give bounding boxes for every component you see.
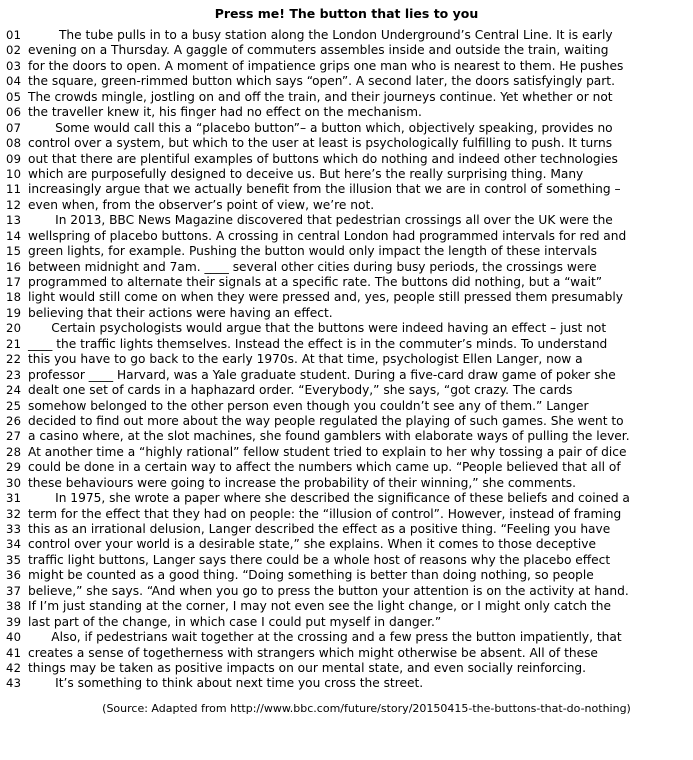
line-number: 20	[6, 321, 22, 336]
text-line	[6, 198, 687, 213]
line-number: 29	[6, 460, 22, 475]
line-text: the square, green-rimmed button which says “open”. A second later, the doors satisfyingly part.	[28, 74, 615, 89]
line-number: 31	[6, 491, 22, 506]
line-number: 06	[6, 105, 22, 120]
line-number: 37	[6, 583, 22, 598]
line-text: In 1975, she wrote a paper where she described the significance of these beliefs and coined a	[28, 491, 630, 506]
line-number: 27	[6, 429, 22, 444]
line-text: light would still come on when they were pressed and, yes, people still pressed them presumably	[28, 290, 623, 305]
text-line	[6, 136, 687, 151]
source-attribution: (Source: Adapted from http://www.bbc.com/future/story/20150415-the-buttons-that-do-nothing)	[102, 701, 631, 715]
line-number: 33	[6, 522, 22, 536]
text-line	[6, 584, 687, 599]
line-number: 15	[6, 244, 22, 259]
line-number: 43	[6, 676, 22, 691]
line-number: 36	[6, 568, 22, 583]
line-number: 28	[6, 444, 22, 459]
line-text: things may be taken as positive impacts on our mental state, and even socially reinforcing.	[28, 660, 587, 675]
text-line	[6, 553, 687, 568]
text-line	[6, 121, 687, 136]
line-text: even when, from the observer’s point of view, we’re not.	[28, 197, 375, 212]
line-text: ____ the traffic lights themselves. Instead the effect is in the commuter’s minds. To understand	[28, 336, 608, 351]
text-line	[6, 74, 687, 89]
text-line	[6, 90, 687, 105]
line-number: 24	[6, 383, 22, 398]
line-text: creates a sense of togetherness with strangers which might otherwise be absent. All of these	[28, 645, 598, 660]
line-number: 11	[6, 182, 22, 197]
line-text: which are purposefully designed to deceive us. But here’s the really surprising thing. Many	[28, 166, 584, 181]
line-number: 04	[6, 74, 22, 89]
line-number: 01	[6, 28, 22, 42]
text-line	[6, 476, 687, 491]
line-number: 14	[6, 228, 22, 243]
line-number: 41	[6, 645, 22, 660]
line-text: between midnight and 7am. ____ several other cities during busy periods, the crossings were	[28, 259, 597, 274]
line-text: control over a system, but which to the user at least is psychologically fulfilling to push. It turns	[28, 136, 613, 151]
line-text: term for the effect that they had on people: the “illusion of control”. However, instead of framing	[28, 506, 622, 521]
line-number: 09	[6, 151, 22, 166]
text-line	[6, 244, 687, 259]
line-text: believing that their actions were having an effect.	[28, 305, 333, 320]
text-line	[6, 522, 687, 537]
article-body	[6, 28, 687, 692]
text-line	[6, 260, 687, 275]
line-text: The tube pulls in to a busy station along the London Underground’s Central Line. It is early	[28, 28, 613, 42]
line-text: traffic light buttons, Langer says there could be a whole host of reasons why the placebo effect	[28, 552, 611, 567]
line-number: 25	[6, 398, 22, 413]
line-text: At another time a “highly rational” fellow student tried to explain to her why tossing a pair of dice	[28, 444, 627, 459]
line-text: professor ____ Harvard, was a Yale graduate student. During a five-card draw game of poker she	[28, 367, 616, 382]
text-line	[6, 306, 687, 321]
line-number: 23	[6, 367, 22, 382]
text-line	[6, 646, 687, 661]
line-text: wellspring of placebo buttons. A crossing in central London had programmed intervals for red and	[28, 228, 627, 243]
line-number: 19	[6, 305, 22, 320]
text-line	[6, 491, 687, 506]
text-line	[6, 167, 687, 182]
line-number: 38	[6, 599, 22, 614]
line-number: 22	[6, 352, 22, 367]
text-line	[6, 599, 687, 614]
text-line	[6, 630, 687, 645]
line-number: 05	[6, 89, 22, 104]
line-text: control over your world is a desirable state,” she explains. When it comes to those deceptive	[28, 537, 596, 552]
text-line	[6, 290, 687, 305]
line-text: green lights, for example. Pushing the button would only impact the length of these intervals	[28, 244, 597, 259]
text-line	[6, 152, 687, 167]
line-text: this you have to go back to the early 1970s. At that time, psychologist Ellen Langer, now a	[28, 352, 583, 367]
line-text: for the doors to open. A moment of impatience grips one man who is nearest to them. He pushes	[28, 58, 624, 73]
line-number: 10	[6, 166, 22, 181]
text-line	[6, 399, 687, 414]
text-line	[6, 568, 687, 583]
line-number: 39	[6, 614, 22, 629]
line-text: programmed to alternate their signals at a specific rate. The buttons did nothing, but a “wait”	[28, 275, 603, 289]
line-text: these behaviours were going to increase the probability of their winning,” she comments.	[28, 475, 576, 490]
line-text: evening on a Thursday. A gaggle of commuters assembles inside and outside the train, waiting	[28, 43, 609, 58]
line-number: 17	[6, 275, 22, 289]
text-line	[6, 43, 687, 58]
line-number: 26	[6, 413, 22, 428]
text-line	[6, 59, 687, 74]
text-line	[6, 414, 687, 429]
line-text: dealt one set of cards in a haphazard order. “Everybody,” she says, “got crazy. The cards	[28, 383, 573, 398]
line-text: decided to find out more about the way people regulated the playing of such games. She went to	[28, 413, 624, 428]
line-number: 34	[6, 537, 22, 552]
text-line	[6, 321, 687, 336]
line-number: 42	[6, 660, 22, 675]
line-text: Certain psychologists would argue that the buttons were indeed having an effect – just not	[28, 321, 607, 336]
line-number: 35	[6, 552, 22, 567]
line-text: Also, if pedestrians wait together at the crossing and a few press the button impatiently, that	[28, 630, 622, 645]
line-text: It’s something to think about next time you cross the street.	[28, 676, 424, 691]
page-title: Press me! The button that lies to you	[214, 6, 479, 21]
line-text: Some would call this a “placebo button”– a button which, objectively speaking, provides no	[28, 120, 613, 135]
text-line	[6, 615, 687, 630]
line-number: 16	[6, 259, 22, 274]
line-number: 07	[6, 120, 22, 135]
line-text: somehow belonged to the other person even though you couldn’t see any of them.” Langer	[28, 398, 589, 413]
text-line	[6, 429, 687, 444]
line-text: out that there are plentiful examples of buttons which do nothing and indeed other technologies	[28, 151, 618, 166]
text-line	[6, 537, 687, 552]
line-text: a casino where, at the slot machines, she found gamblers with elaborate ways of pulling the lever.	[28, 429, 630, 444]
line-number: 18	[6, 290, 22, 305]
text-line	[6, 275, 687, 290]
line-number: 02	[6, 43, 22, 58]
text-line	[6, 352, 687, 367]
line-number: 03	[6, 58, 22, 73]
line-text: could be done in a certain way to affect the numbers which came up. “People believed that all of	[28, 460, 621, 475]
text-line	[6, 676, 687, 691]
line-number: 21	[6, 336, 22, 351]
text-line	[6, 507, 687, 522]
text-line	[6, 368, 687, 383]
line-text: believe,” she says. “And when you go to press the button your attention is on the activity at hand.	[28, 583, 629, 598]
line-number: 13	[6, 213, 22, 228]
text-line	[6, 337, 687, 352]
line-text: might be counted as a good thing. “Doing something is better than doing nothing, so people	[28, 568, 594, 583]
line-number: 30	[6, 475, 22, 490]
line-number: 40	[6, 630, 22, 645]
text-line	[6, 213, 687, 228]
line-text: increasingly argue that we actually benefit from the illusion that we are in control of something –	[28, 182, 621, 197]
line-number: 32	[6, 506, 22, 521]
text-line	[6, 229, 687, 244]
line-text: this as an irrational delusion, Langer described the effect as a positive thing. “Feeling you have	[28, 522, 611, 536]
line-text: The crowds mingle, jostling on and off the train, and their journeys continue. Yet whether or not	[28, 89, 613, 104]
text-line	[6, 383, 687, 398]
text-line	[6, 28, 687, 43]
text-line	[6, 182, 687, 197]
line-text: the traveller knew it, his finger had no effect on the mechanism.	[28, 105, 422, 120]
line-text: last part of the change, in which case I could put myself in danger.”	[28, 614, 442, 629]
text-line	[6, 460, 687, 475]
line-number: 08	[6, 136, 22, 151]
line-text: If I’m just standing at the corner, I may not even see the light change, or I might only catch the	[28, 599, 611, 614]
line-text: In 2013, BBC News Magazine discovered that pedestrian crossings all over the UK were the	[28, 213, 613, 228]
text-line	[6, 445, 687, 460]
line-number: 12	[6, 197, 22, 212]
text-line	[6, 105, 687, 120]
text-line	[6, 661, 687, 676]
